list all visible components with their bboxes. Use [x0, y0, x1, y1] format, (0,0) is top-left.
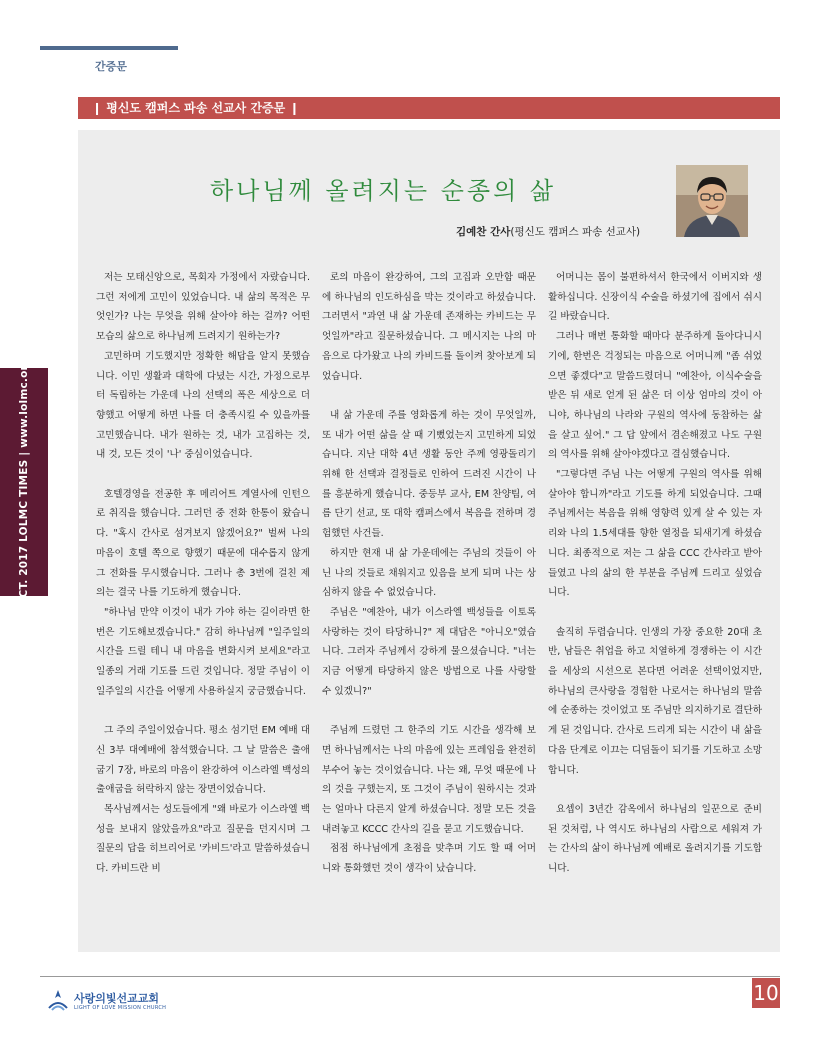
author-name: 김예찬 간사: [456, 226, 511, 238]
article-column-1: [96, 268, 310, 879]
footer-rule: [40, 976, 780, 977]
paragraph: 고민하며 기도했지만 정확한 해답을 알지 못했습니다. 이민 생활과 대학에 다녔는 시간, 가정으로부터 독립하는 가운데 나의 선택의 폭은 세상으로 더 향했고 어떻게 하면 나를 더 충족시킬 수 있을까를 고민했습니다. 내가 원하는 것, 내가 고집하는 것, 내 것, 모든 것이 '나' 중심이었습니다.: [96, 350, 310, 461]
author-affiliation: (평신도 캠퍼스 파송 선교사): [510, 226, 641, 238]
paragraph: 호텔경영을 전공한 후 메리어트 계열사에 인턴으로 취직을 했습니다. 그러던 중 전화 한통이 왔습니다. "혹시 간사로 섬겨보지 않겠어요?" 벌써 나의 마음이 호텔 쪽으로 향했기 때문에 대수롭지 않게 그 전화를 무시했습니다. 그러나 총 3번에 걸친 제의는 결국 나를 기도하게 했습니다.: [96, 488, 310, 599]
paragraph: 점점 하나님에게 초점을 맞추며 기도 할 때 어머니와 통화했던 것이 생각이 났습니다.: [322, 843, 536, 875]
paragraph: 하지만 현재 내 삶 가운데에는 주님의 것들이 아닌 나의 것들로 채워지고 있음을 보게 되며 나는 상심하지 않을 수 없었습니다.: [322, 547, 536, 599]
author-photo: [676, 165, 748, 237]
paragraph: 저는 모태신앙으로, 목회자 가정에서 자랐습니다. 그런 저에게 고민이 있었습니다. 내 삶의 목적은 무엇인가? 나는 무엇을 위해 살아야 하는 걸까? 어떤 모습의 삶으로 하나님께 드려지기 원하는가?: [96, 272, 310, 343]
paragraph: 솔직히 두렵습니다. 인생의 가장 중요한 20대 초반, 남들은 취업을 하고 치열하게 경쟁하는 이 시간을 세상의 시선으로 본다면 어려운 선택이었지만, 하나님의 큰사랑을 경험한 나로서는 하나님의 말씀에 순종하는 것이었고 또 주님만 의지하기로 결단하게 된 것입니다. 간사로 드리게 되는 시간이 내 삶을 다음 단계로 이끄는 디딤돌이 되기를 기도하고 소망합니다.: [548, 626, 762, 776]
church-name: 사랑의빛선교교회: [74, 992, 160, 1005]
article-banner: ❙ 평신도 캠퍼스 파송 선교사 간증문 ❙: [78, 97, 780, 119]
author-line: [456, 224, 640, 239]
paragraph: 주님께 드렸던 그 한주의 기도 시간을 생각해 보면 하나님께서는 나의 마음에 있는 프레임을 완전히 부수어 놓는 것이었습니다. 나는 왜, 무엇 때문에 나의 것을 구했는지, 또 그것이 주님이 원하시는 것과는 얼마나 다른지 알게 하셨습니다. 정말 모든 것을 내려놓고 KCCC 간사의 길을 묻고 기도했습니다.: [322, 725, 536, 835]
page-number: 10: [752, 978, 780, 1008]
article-column-3: [548, 268, 762, 879]
paragraph: 내 삶 가운데 주를 영화롭게 하는 것이 무엇일까, 또 내가 어떤 삶을 살 때 기뻤었는지 고민하게 되었습니다. 지난 대학 4년 생활 동안 주께 영광돌리기 위해 한 선택과 결정들로 인하여 드려진 시간이 나를 흥분하게 했습니다. 중등부 교사, EM 찬양팀, 여름 단기 선교, 또 대학 캠퍼스에서 복음을 전하며 경험했던 사건들.: [322, 409, 536, 540]
paragraph: 그러나 매번 통화할 때마다 분주하게 돌아다니시기에, 한번은 걱정되는 마음으로 어머니께 "좀 쉬었으면 좋겠다"고 말씀드렸더니 "예찬아, 이식수술을 받은 뒤 새로 얻게 된 삶은 더 이상 엄마의 것이 아니야, 하나님의 나라와 구원의 역사에 동참하는 삶을 살고 싶어." 그 답 앞에서 겸손해졌고 나도 구원의 역사를 위해 살아야겠다고 결심했습니다.: [548, 331, 762, 461]
article-title: 하나님께 올려지는 순종의 삶: [210, 177, 557, 205]
church-name-english: LIGHT OF LOVE MISSION CHURCH: [74, 1005, 167, 1011]
paragraph: 주님은 "예찬아, 내가 이스라엘 백성들을 이토록 사랑하는 것이 타당하니?" 제 대답은 "아니오"였습니다. 그러자 주님께서 강하게 물으셨습니다. "너는 지금 어떻게 타당하지 않은 방법으로 나를 사랑할 수 있겠니?": [322, 606, 536, 697]
section-label: 간증문: [95, 60, 127, 73]
author-portrait-icon: [676, 165, 748, 237]
paragraph: 그 주의 주일이었습니다. 평소 섬기던 EM 예배 대신 3부 대예배에 참석했습니다. 그 날 말씀은 출애굽기 7장, 바로의 마음이 완강하여 이스라엘 백성의 출애굽을 허락하지 않는 장면이었습니다.: [96, 725, 310, 796]
article-column-2: [322, 268, 536, 879]
paragraph: 목사님께서는 성도들에게 "왜 바로가 이스라엘 백성을 보내지 않았을까요"라고 질문을 던지시며 그 질문의 답을 히브리어로 '카비드'라고 말씀하셨습니다. 카비드란 비: [96, 803, 310, 875]
paragraph: 어머니는 몸이 불편하셔서 한국에서 이버지와 생활하십니다. 신장이식 수술을 하셨기에 집에서 쉬시길 바랐습니다.: [548, 272, 762, 323]
paragraph: 로의 마음이 완강하여, 그의 고집과 오만함 때문에 하나님의 인도하심을 막는 것이라고 하셨습니다. 그러면서 "과연 내 삶 가운데 존재하는 카비드는 무엇일까"라고 질문하셨습니다. 그 메시지는 나의 마음으로 다가왔고 나의 카비드를 돌이켜 찾아보게 되었습니다.: [322, 272, 536, 382]
side-tab-text: OCT. 2017 LOLMC TIMES | www.lolmc.org: [18, 357, 30, 607]
header-rule: [40, 46, 178, 50]
paragraph: 요셉이 3년간 감옥에서 하나님의 일꾼으로 준비된 것처럼, 나 역시도 하나님의 사람으로 세워져 가는 간사의 삶이 하나님께 예배로 올려지기를 기도합니다.: [548, 803, 762, 875]
paragraph: "그렇다면 주님 나는 어떻게 구원의 역사를 위해 살아야 합니까"라고 기도를 하게 되었습니다. 그때 주님께서는 복음을 위해 영향력 있게 살 수 있는 자리와 나의 1.5세대를 향한 열정을 되새기게 하셨습니다. 최종적으로 저는 그 삶을 CCC 간사라고 받아들였고 나의 삶의 한 부분을 주님께 드리고 싶었습니다.: [548, 469, 762, 599]
paragraph: "하나님 만약 이것이 내가 가야 하는 길이라면 한 번은 기도해보겠습니다." 감히 하나님께 "일주일의 시간을 드릴 테니 내 마음을 변화시켜 보세요"라고 일종의 거래 기도를 드린 것입니다. 정말 주님이 이 일주일의 시간을 어떻게 사용하실지 궁금했습니다.: [96, 606, 310, 697]
church-logo-icon: [46, 988, 70, 1012]
